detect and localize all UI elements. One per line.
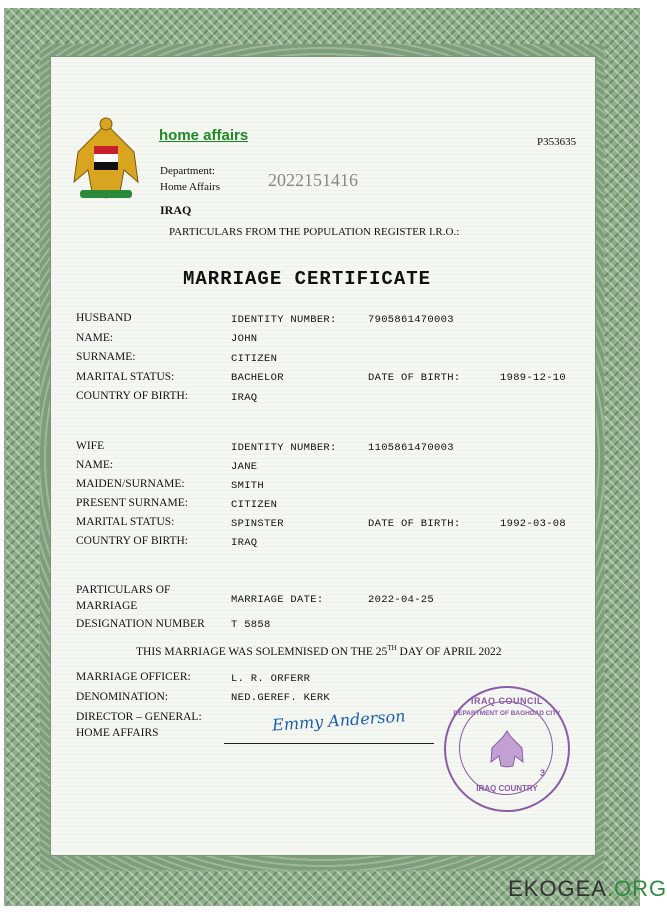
- signature-line: [224, 743, 434, 744]
- designation-label: DESIGNATION NUMBER: [76, 618, 205, 630]
- husband-name-label: NAME:: [76, 332, 114, 344]
- husband-id-label: IDENTITY NUMBER:: [231, 314, 337, 326]
- stamp-bottom-text: IRAQ COUNTRY: [476, 784, 538, 793]
- wife-marital-value: SPINSTER: [231, 518, 284, 530]
- designation-value: T 5858: [231, 619, 271, 631]
- wife-id-value: 1105861470003: [368, 442, 454, 454]
- official-stamp: [444, 686, 570, 812]
- husband-cob-label: COUNTRY OF BIRTH:: [76, 390, 188, 402]
- solemnised-text-post: DAY OF APRIL 2022: [396, 645, 502, 658]
- husband-name-value: JOHN: [231, 333, 258, 345]
- country-heading: IRAQ: [160, 203, 192, 217]
- wife-dob-value: 1992-03-08: [500, 518, 567, 530]
- wife-maiden-label: MAIDEN/SURNAME:: [76, 478, 185, 490]
- husband-surname-value: CITIZEN: [231, 353, 278, 365]
- marriage-date-label: MARRIAGE DATE:: [231, 594, 324, 606]
- wife-marital-label: MARITAL STATUS:: [76, 516, 175, 528]
- officer-value: L. R. ORFERR: [231, 673, 311, 685]
- husband-id-value: 7905861470003: [368, 314, 454, 326]
- stamp-eagle-icon: [489, 728, 525, 768]
- wife-name-label: NAME:: [76, 459, 114, 471]
- stamp-number: 3: [540, 768, 546, 778]
- watermark-part2: .ORG: [606, 876, 667, 901]
- department-name: Home Affairs: [160, 181, 220, 193]
- stamp-top-text: IRAQ COUNCIL: [471, 696, 543, 706]
- wife-cob-label: COUNTRY OF BIRTH:: [76, 535, 188, 547]
- husband-dob-value: 1989-12-10: [500, 372, 567, 384]
- wife-name-value: JANE: [231, 461, 258, 473]
- wife-present-value: CITIZEN: [231, 499, 278, 511]
- denomination-value: NED.GEREF. KERK: [231, 692, 331, 704]
- denomination-label: DENOMINATION:: [76, 691, 168, 703]
- particulars-label-line1: PARTICULARS OF: [76, 584, 171, 596]
- eagle-emblem-icon: [70, 112, 142, 202]
- husband-dob-label: DATE OF BIRTH:: [368, 372, 461, 384]
- serial-number: P353635: [537, 136, 577, 148]
- solemnised-text-pre: THIS MARRIAGE WAS SOLEMNISED ON THE 25: [136, 645, 388, 658]
- wife-present-label: PRESENT SURNAME:: [76, 497, 188, 509]
- marriage-date-value: 2022-04-25: [368, 594, 435, 606]
- husband-marital-value: BACHELOR: [231, 372, 284, 384]
- certificate-number: 2022151416: [268, 170, 358, 190]
- husband-cob-value: IRAQ: [231, 392, 258, 404]
- husband-heading: HUSBAND: [76, 312, 132, 324]
- wife-id-label: IDENTITY NUMBER:: [231, 442, 337, 454]
- husband-surname-label: SURNAME:: [76, 351, 136, 363]
- watermark-part1: EKOGEA: [508, 876, 607, 901]
- register-subtitle: PARTICULARS FROM THE POPULATION REGISTER I.R.O.:: [169, 226, 460, 238]
- stamp-mid-text: DEPARTMENT OF BAGHDAD CITY: [453, 710, 561, 717]
- brand-title: home affairs: [159, 127, 249, 144]
- officer-label: MARRIAGE OFFICER:: [76, 671, 191, 683]
- particulars-label-line2: MARRIAGE: [76, 600, 138, 612]
- husband-marital-label: MARITAL STATUS:: [76, 371, 175, 383]
- solemnised-superscript: TH: [387, 644, 397, 652]
- solemnised-statement: [136, 644, 501, 658]
- wife-maiden-value: SMITH: [231, 480, 265, 492]
- wife-dob-label: DATE OF BIRTH:: [368, 518, 461, 530]
- director-signature: Emmy Anderson: [271, 706, 407, 735]
- wife-cob-value: IRAQ: [231, 537, 258, 549]
- director-label-line2: HOME AFFAIRS: [76, 727, 159, 739]
- wife-heading: WIFE: [76, 440, 105, 452]
- page-title: MARRIAGE CERTIFICATE: [183, 268, 432, 290]
- director-label-line1: DIRECTOR – GENERAL:: [76, 711, 202, 723]
- watermark: [508, 876, 667, 902]
- department-label: Department:: [160, 165, 215, 177]
